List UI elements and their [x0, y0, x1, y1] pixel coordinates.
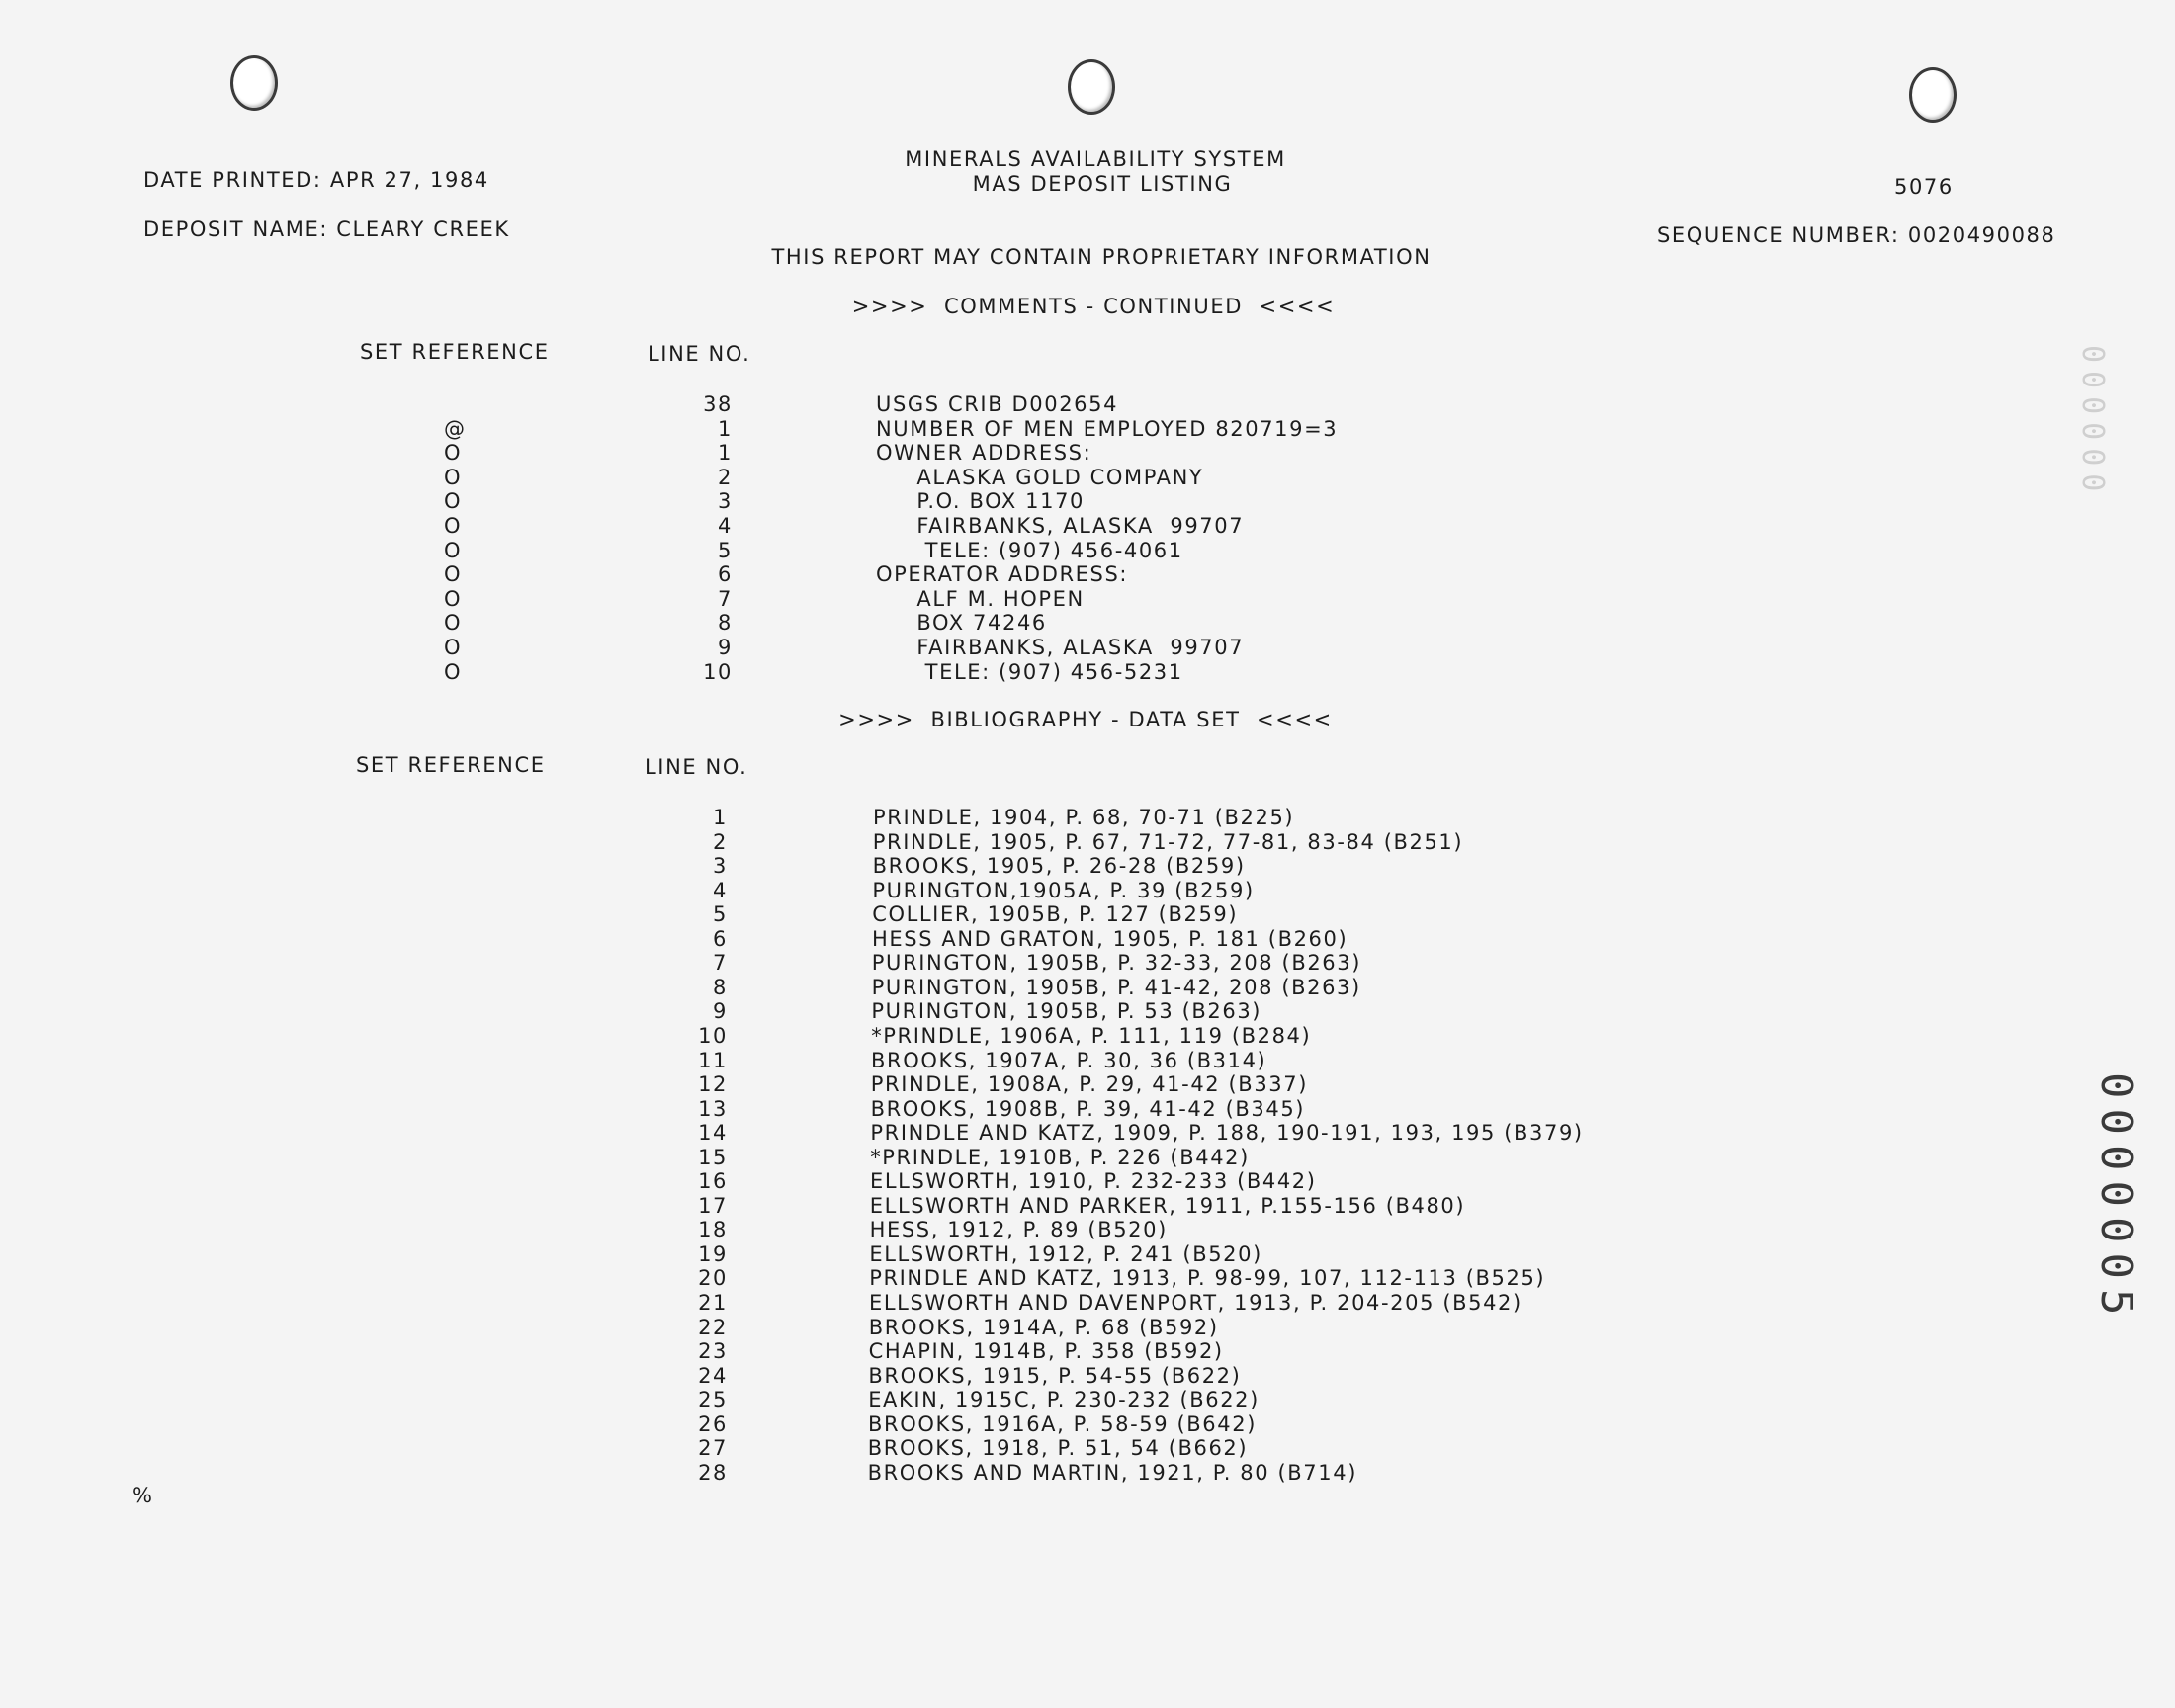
comment-set-reference: O [444, 514, 463, 538]
bibliography-entry: ELLSWORTH AND DAVENPORT, 1913, P. 204-205 (B542) [869, 1291, 1522, 1315]
bibliography-entry: PRINDLE AND KATZ, 1913, P. 98-99, 107, 112-113 (B525) [869, 1266, 1546, 1291]
comments-section-title: >>>> COMMENTS - CONTINUED <<<< [851, 295, 1336, 318]
bibliography-line-no: 25 [698, 1388, 728, 1412]
punch-hole-right [1909, 67, 1957, 123]
bibliography-entry: *PRINDLE, 1910B, P. 226 (B442) [870, 1145, 1250, 1169]
bibliography-entry: PURINGTON, 1905B, P. 32-33, 208 (B263) [871, 951, 1362, 976]
comment-text: OPERATOR ADDRESS: [876, 562, 1129, 587]
bibliography-entry: ELLSWORTH, 1910, P. 232-233 (B442) [870, 1169, 1317, 1194]
bibliography-entry: BROOKS, 1907A, P. 30, 36 (B314) [871, 1048, 1267, 1072]
bibliography-entry: BROOKS, 1914A, P. 68 (B592) [868, 1315, 1219, 1339]
bibliography-line-no: 4 [713, 878, 728, 902]
side-stamp: 0000005 [2091, 1072, 2141, 1325]
bibliography-entry: HESS AND GRATON, 1905, P. 181 (B260) [872, 926, 1348, 951]
bibliography-line-no: 19 [698, 1241, 728, 1266]
bibliography-line-no: 9 [713, 999, 728, 1024]
bibliography-entry: HESS, 1912, P. 89 (B520) [869, 1218, 1168, 1242]
bibliography-line-no: 16 [698, 1169, 728, 1194]
comment-text: TELE: (907) 456-4061 [876, 538, 1183, 562]
bibliography-col-set-reference: SET REFERENCE [356, 753, 546, 777]
comment-text: NUMBER OF MEN EMPLOYED 820719=3 [876, 416, 1339, 441]
bibliography-line-no: 5 [713, 902, 728, 927]
bibliography-entry: PRINDLE, 1908A, P. 29, 41-42 (B337) [870, 1072, 1308, 1097]
bibliography-entry: PURINGTON,1905A, P. 39 (B259) [872, 878, 1255, 902]
bibliography-entry: PURINGTON, 1905B, P. 53 (B263) [871, 999, 1262, 1024]
bibliography-line-no: 20 [698, 1266, 728, 1291]
comment-text: ALASKA GOLD COMPANY [876, 465, 1204, 489]
bibliography-line-no: 10 [698, 1023, 728, 1048]
bibliography-entry: CHAPIN, 1914B, P. 358 (B592) [868, 1339, 1224, 1364]
page-number: 5076 [1894, 175, 1954, 199]
comment-set-reference: O [444, 611, 463, 636]
bibliography-entry: ELLSWORTH AND PARKER, 1911, P.155-156 (B480) [869, 1193, 1466, 1218]
comment-text: FAIRBANKS, ALASKA 99707 [876, 636, 1245, 659]
comment-set-reference: O [444, 659, 463, 684]
comment-text: ALF M. HOPEN [876, 586, 1085, 611]
comments-col-set-reference: SET REFERENCE [360, 340, 550, 364]
system-title: MINERALS AVAILABILITY SYSTEM [905, 147, 1286, 171]
comment-line-no: 1 [718, 416, 733, 441]
footer-mark: % [132, 1484, 154, 1507]
bibliography-line-no: 3 [713, 854, 728, 879]
date-printed: DATE PRINTED: APR 27, 1984 [143, 168, 489, 192]
bibliography-line-no: 22 [698, 1315, 728, 1339]
comment-line-no: 38 [703, 392, 733, 416]
punch-hole-center [1068, 59, 1115, 115]
comment-set-reference: O [444, 636, 463, 659]
bibliography-line-no: 8 [713, 975, 728, 999]
bibliography-line-no: 27 [698, 1436, 728, 1461]
bibliography-entry: BROOKS, 1918, P. 51, 54 (B662) [867, 1436, 1249, 1461]
comment-set-reference: O [444, 489, 463, 514]
comment-set-reference: O [444, 441, 463, 466]
bibliography-entry: EAKIN, 1915C, P. 230-232 (B622) [868, 1388, 1260, 1412]
comment-line-no: 3 [718, 489, 733, 514]
comment-line-no: 4 [718, 514, 733, 538]
comment-set-reference: O [444, 562, 463, 587]
comment-set-reference: O [444, 586, 463, 611]
bibliography-col-line-no: LINE NO. [645, 755, 748, 779]
comments-col-line-no: LINE NO. [648, 342, 751, 366]
bibliography-entry: BROOKS AND MARTIN, 1921, P. 80 (B714) [867, 1460, 1357, 1485]
bibliography-entry: PRINDLE AND KATZ, 1909, P. 188, 190-191, 193, 195 (B379) [870, 1121, 1584, 1146]
side-stamp-faint: 000000 [2075, 345, 2110, 500]
comment-line-no: 8 [718, 611, 733, 636]
deposit-name: DEPOSIT NAME: CLEARY CREEK [143, 217, 510, 241]
bibliography-line-no: 13 [698, 1096, 728, 1121]
sequence-number: SEQUENCE NUMBER: 0020490088 [1657, 223, 2056, 247]
bibliography-line-no: 12 [698, 1072, 728, 1097]
bibliography-line-no: 2 [713, 829, 728, 854]
comment-line-no: 9 [718, 636, 733, 659]
bibliography-line-no: 28 [698, 1460, 728, 1485]
bibliography-entry: BROOKS, 1916A, P. 58-59 (B642) [868, 1411, 1257, 1436]
bibliography-line-no: 1 [713, 806, 728, 829]
bibliography-entry: BROOKS, 1905, P. 26-28 (B259) [872, 854, 1246, 879]
comment-set-reference: O [444, 465, 463, 489]
comment-text: OWNER ADDRESS: [876, 441, 1092, 466]
bibliography-line-no: 21 [698, 1291, 728, 1315]
bibliography-line-no: 26 [698, 1411, 728, 1436]
bibliography-line-no: 18 [698, 1218, 728, 1242]
comment-text: USGS CRIB D002654 [876, 392, 1119, 416]
comment-line-no: 10 [703, 659, 733, 684]
bibliography-line-no: 17 [698, 1193, 728, 1218]
comment-set-reference: O [444, 538, 463, 562]
comment-text: BOX 74246 [876, 611, 1047, 636]
bibliography-entry: PRINDLE, 1905, P. 67, 71-72, 77-81, 83-84 (B251) [872, 829, 1464, 854]
comment-set-reference: @ [444, 416, 467, 441]
comment-line-no: 2 [718, 465, 733, 489]
bibliography-entry: BROOKS, 1908B, P. 39, 41-42 (B345) [870, 1096, 1306, 1121]
comment-line-no: 6 [718, 562, 733, 587]
bibliography-entry: *PRINDLE, 1906A, P. 111, 119 (B284) [871, 1023, 1312, 1048]
bibliography-line-no: 23 [698, 1339, 728, 1364]
comment-text: FAIRBANKS, ALASKA 99707 [876, 514, 1245, 538]
comment-line-no: 1 [718, 441, 733, 466]
comment-line-no: 7 [718, 586, 733, 611]
bibliography-line-no: 15 [698, 1145, 728, 1169]
bibliography-entry: BROOKS, 1915, P. 54-55 (B622) [868, 1363, 1242, 1388]
comment-text: TELE: (907) 456-5231 [876, 659, 1183, 684]
comment-line-no: 5 [718, 538, 733, 562]
bibliography-entry: PURINGTON, 1905B, P. 41-42, 208 (B263) [871, 975, 1361, 999]
bibliography-section-title: >>>> BIBLIOGRAPHY - DATA SET <<<< [838, 708, 1333, 731]
comment-text: P.O. BOX 1170 [876, 489, 1086, 514]
bibliography-line-no: 11 [698, 1048, 728, 1072]
punch-hole-left [230, 55, 278, 111]
bibliography-entry: COLLIER, 1905B, P. 127 (B259) [872, 902, 1239, 927]
bibliography-line-no: 24 [698, 1363, 728, 1388]
bibliography-entry: PRINDLE, 1904, P. 68, 70-71 (B225) [873, 806, 1295, 829]
bibliography-line-no: 14 [698, 1121, 728, 1146]
bibliography-line-no: 6 [713, 926, 728, 951]
listing-title: MAS DEPOSIT LISTING [972, 172, 1233, 196]
bibliography-line-no: 7 [713, 951, 728, 976]
proprietary-notice: THIS REPORT MAY CONTAIN PROPRIETARY INFORMATION [771, 245, 1432, 269]
bibliography-entry: ELLSWORTH, 1912, P. 241 (B520) [869, 1241, 1262, 1266]
